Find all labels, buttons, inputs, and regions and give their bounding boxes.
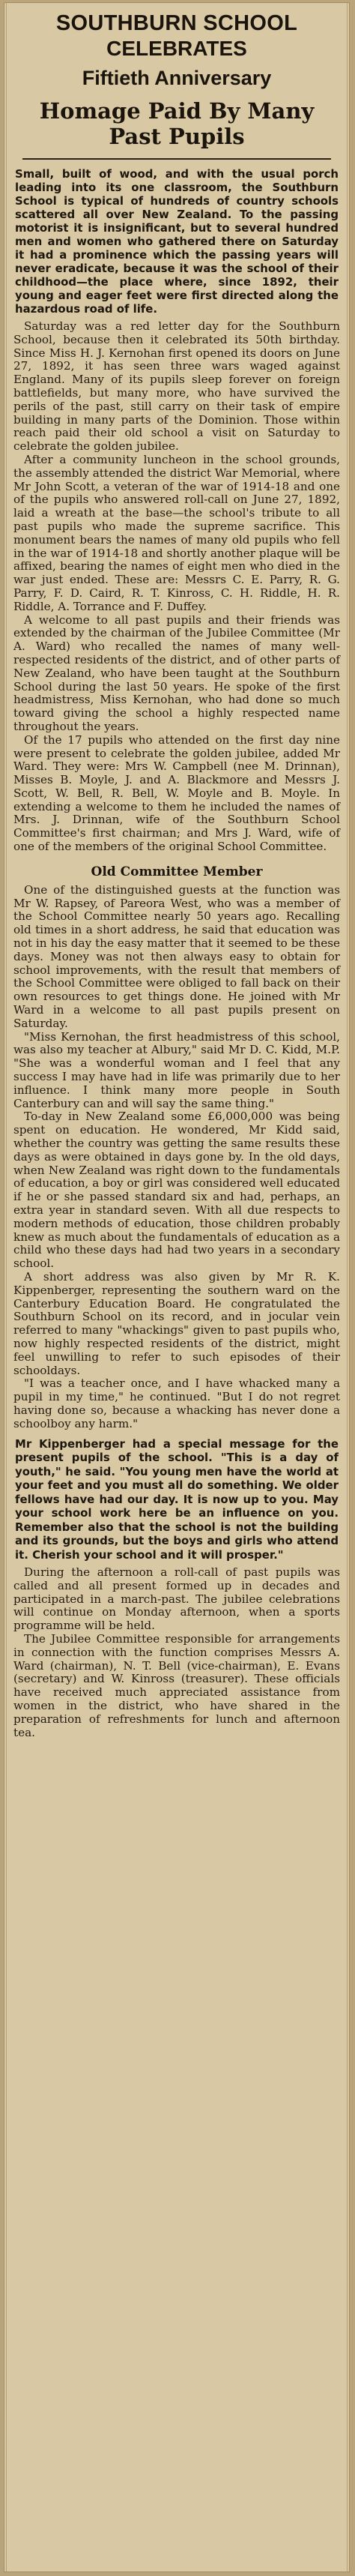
- column-edge-left: [6, 3, 7, 2572]
- paragraph-11: The Jubilee Committee responsible for arrangements in connection with the function comprises Messrs A. Ward (chairman), N. T. Bell (vice-chairman), E. Evans (secretary) and W. Kinross (treasurer). These officials have received much appreciated assistance from women in the district, who have shared in the preparation of refreshments for lunch and afternoon tea.: [13, 1632, 340, 1739]
- message-paragraph: Mr Kippenberger had a special message for the present pupils of the school. "This is a day of youth," he said. "You young men have the world at your feet and you must all do something. We older fellows have had our day. It is now up to you. May your school work here be an influence on you. Remember also that the school is not the building and its grounds, but the boys and girls who attend it. Cherish your school and it will prosper.": [15, 1436, 339, 1562]
- paragraph-6: "Miss Kernohan, the first headmistress of this school, was also my teacher at Albury," said Mr D. C. Kidd, M.P. "She was a wonderful woman and I feel that any success I may have had in life was primarily due to her influence. I think many more people in South Canterbury can and will say the same thing.": [13, 1029, 340, 1110]
- paragraph-4: Of the 17 pupils who attended on the first day nine were present to celebrate the golden jubilee, added Mr Ward. They were: Mrs W. Campbell (nee M. Drinnan), Misses B. Moyle, J. and A. Blackmore and Messrs J. Scott, W. Bell, R. Bell, W. Moyle and B. Moyle. In extending a welcome to them he included the names of Mrs. J. Drinnan, wife of the Southburn School Committee's first chairman; and Mrs J. Ward, wife of one of the members of the original School Committee.: [13, 732, 340, 854]
- headline-line-5: Past Pupils: [109, 124, 245, 149]
- paragraph-7: To-day in New Zealand some £6,000,000 was being spent on education. He wondered, Mr Kidd said, whether the country was getting the same results these days as were obtained in days gone by. In the old days, when New Zealand was right down to the fundamentals of education, a boy or girl was considered well educated if he or she passed standard six and had, perhaps, an extra year in standard seven. With all due respects to modern methods of education, those children probably knew as much about the fundamentals of education as a child who these days had had two years in a secondary school.: [13, 1110, 340, 1271]
- newspaper-clipping: [4, 3, 349, 2572]
- paragraph-3: A welcome to all past pupils and their friends was extended by the chairman of the Jubilee Committee (Mr A. Ward) who recalled the names of many well-respected residents of the district, and of other parts of New Zealand, who have been taught at the Southburn School during the last 50 years. He spoke of the first headmistress, Miss Kernohan, who had done so much toward giving the school a highly respected name throughout the years.: [13, 613, 340, 733]
- column-edge-right: [347, 3, 348, 2572]
- paragraph-1: Saturday was a red letter day for the Southburn School, because then it celebrated its 50th birthday. Since Miss H. J. Kernohan first opened its doors on June 27, 1892, it has seen three wars waged against England. Many of its pupils sleep forever on foreign battlefields, but many more, who have survived the perils of the past, still carry on their task of empire building in many parts of the Dominion. Those within reach paid their old school a visit on Saturday to celebrate the golden jubilee.: [13, 319, 340, 454]
- subheading: Old Committee Member: [91, 864, 263, 879]
- paragraph-5: One of the distinguished guests at the function was Mr W. Rapsey, of Pareora West, who was a member of the School Committee nearly 50 years ago. Recalling old times in a short address, he said that education was not in his day the easy matter that it seemed to be these days. Money was not then always easy to obtain for school improvements, with the result that members of the School Committee were obliged to fall back on their own resources to get things done. He joined with Mr Ward in a welcome to all past pupils present on Saturday.: [13, 882, 340, 1030]
- headline-line-2: CELEBRATES: [106, 37, 247, 60]
- headline-line-3: Fiftieth Anniversary: [82, 67, 272, 89]
- paragraph-8: A short address was also given by Mr R. K. Kippenberger, representing the southern ward on the Canterbury Education Board. He congratulated the Southburn School on its record, and in jocular vein referred to many "whackings" given to past pupils who, now highly respected residents of the district, might feel unwilling to refer to such episodes of their schooldays.: [13, 1269, 340, 1377]
- headline-line-1: SOUTHBURN SCHOOL: [55, 11, 298, 35]
- headline-line-4: Homage Paid By Many: [39, 98, 315, 124]
- lead-paragraph: Small, built of wood, and with the usual porch leading into its one classroom, the Southburn School is typical of hundreds of country schools scattered all over New Zealand. To the passing motorist it is insignificant, but to several hundred men and women who gathered there on Saturday it had a prominence which the passing years will never eradicate, because it was the school of their childhood—the place where, since 1892, their young and eager feet were first directed along the hazardous road of life.: [15, 167, 339, 316]
- headline-divider: [22, 158, 331, 160]
- paragraph-10: During the afternoon a roll-call of past pupils was called and all present formed up in decades and participated in a march-past. The jubilee celebrations will continue on Monday afternoon, when a sports programme will be held.: [13, 1565, 340, 1633]
- paragraph-2: After a community luncheon in the school grounds, the assembly attended the district War Memorial, where Mr John Scott, a veteran of the war of 1914-18 and one of the pupils who answered roll-call on June 27, 1892, laid a wreath at the base—the school's tribute to all past pupils who made the supreme sacrifice. This monument bears the names of many old pupils who fell in the war of 1914-18 and shortly another plaque will be affixed, bearing the names of eight men who died in the war just ended. These are: Messrs C. E. Parry, R. G. Parry, F. D. Caird, R. T. Kinross, C. H. Riddle, H. R. Riddle, A. Torrance and F. Duffey.: [13, 452, 340, 613]
- paragraph-9: "I was a teacher once, and I have whacked many a pupil in my time," he continued. "But I do not regret having done so, because a whacking has never done a schoolboy any harm.": [13, 1376, 340, 1430]
